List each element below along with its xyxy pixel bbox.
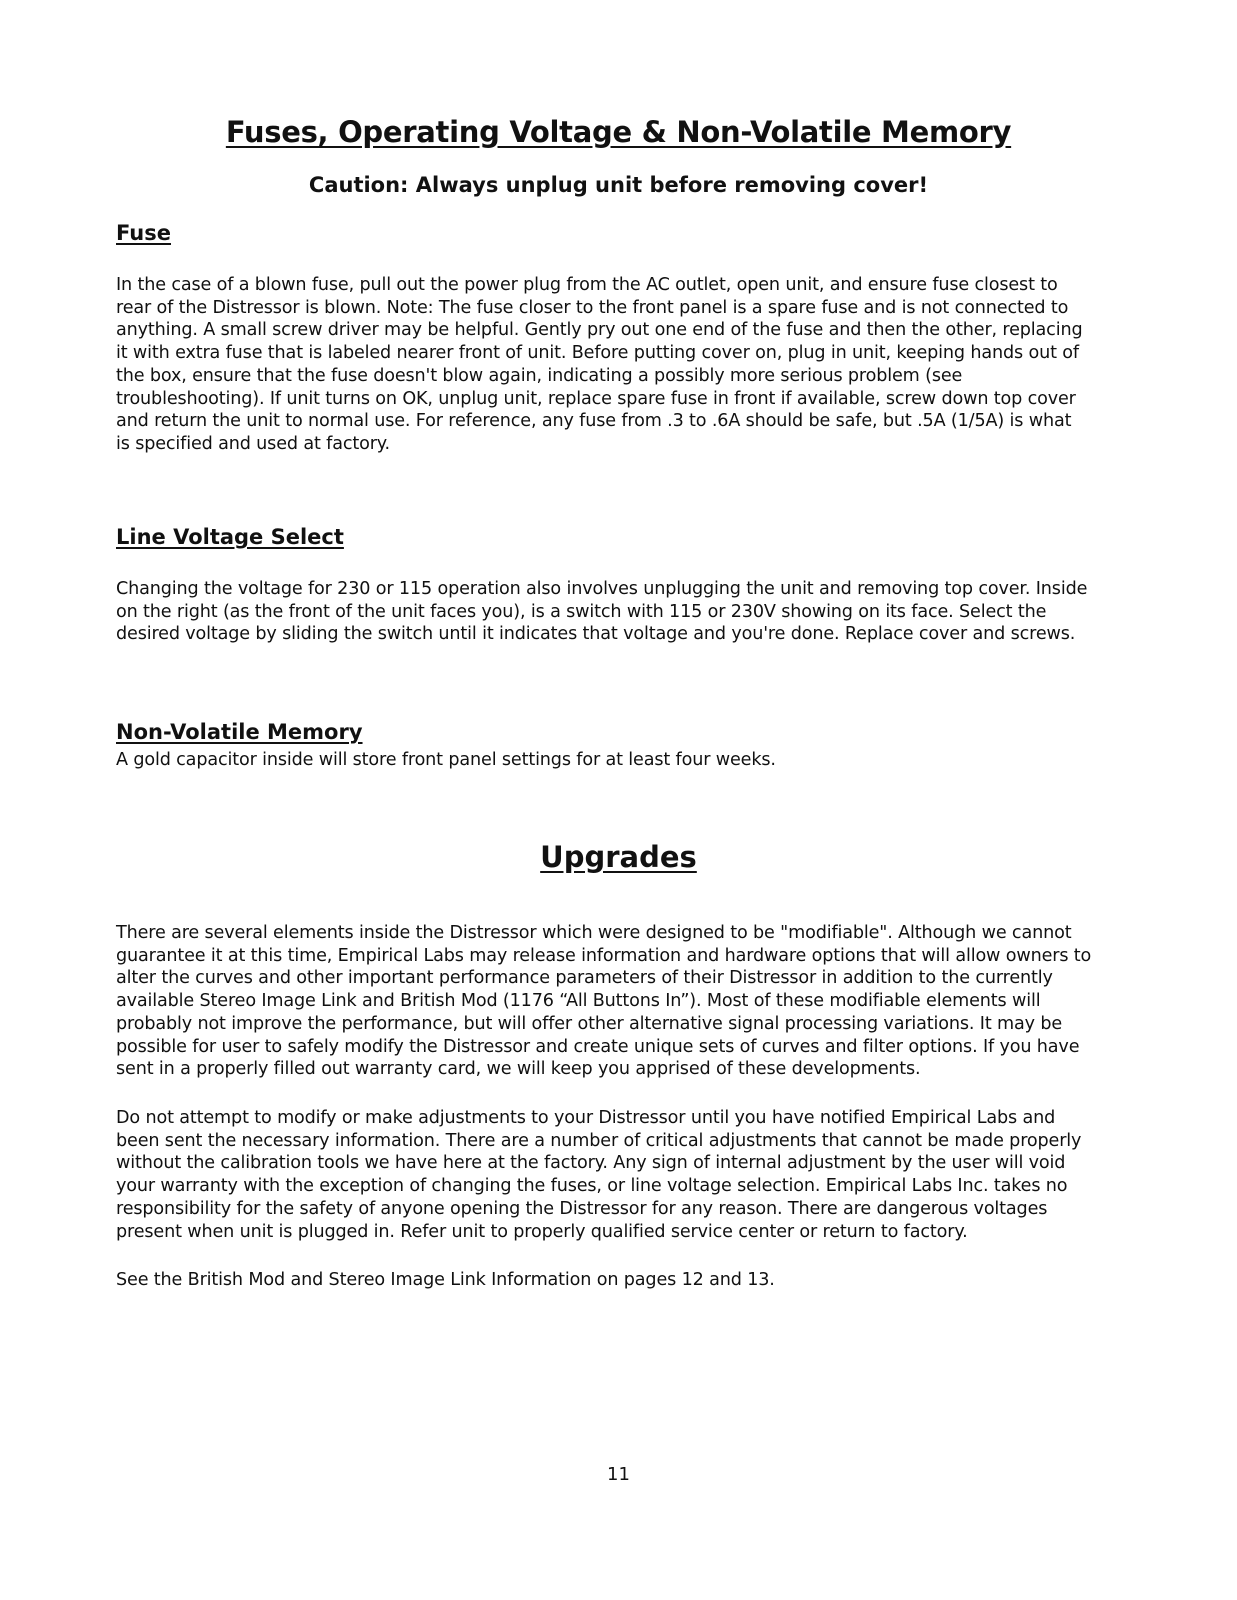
text-line: available Stereo Image Link and British Mod (1176 “All Buttons In”). Most of these modifiable elements will xyxy=(116,991,1041,1012)
text-line: alter the curves and other important performance parameters of their Distressor in addition to the currently xyxy=(116,968,1053,989)
text-line: rear of the Distressor is blown. Note: The fuse closer to the front panel is a spare fuse and is not connected to xyxy=(116,297,1069,318)
text-line: present when unit is plugged in. Refer unit to properly qualified service center or return to factory. xyxy=(116,1221,968,1242)
text-line: Do not attempt to modify or make adjustments to your Distressor until you have notified Empirical Labs and xyxy=(116,1108,1056,1128)
upgrades-paragraph-3 xyxy=(116,1269,1116,1292)
page-title: Fuses, Operating Voltage & Non-Volatile Memory xyxy=(225,115,1012,149)
fuse-paragraph xyxy=(116,274,1116,456)
text-line: is specified and used at factory. xyxy=(116,433,390,454)
text-line: without the calibration tools we have here at the factory. Any sign of internal adjustment by the user will void xyxy=(116,1153,1066,1174)
line-voltage-heading: Line Voltage Select xyxy=(116,525,344,549)
text-line: sent in a properly filled out warranty card, we will keep you apprised of these developments. xyxy=(116,1059,921,1080)
page-number: 11 xyxy=(607,1464,630,1485)
text-line: it with extra fuse that is labeled nearer front of unit. Before putting cover on, plug in unit, keeping hands out of xyxy=(116,343,1079,364)
fuse-heading: Fuse xyxy=(116,221,171,245)
upgrades-paragraph-2 xyxy=(116,1107,1116,1243)
text-line: possible for user to safely modify the Distressor and create unique sets of curves and filter options. If you have xyxy=(116,1036,1080,1057)
memory-paragraph xyxy=(116,749,1116,772)
line-voltage-paragraph xyxy=(116,578,1116,646)
text-line: on the right (as the front of the unit faces you), is a switch with 115 or 230V showing on its face. Select the xyxy=(116,601,1047,622)
text-line: desired voltage by sliding the switch until it indicates that voltage and you're done. Replace cover and screws. xyxy=(116,624,1076,645)
text-line: anything. A small screw driver may be helpful. Gently pry out one end of the fuse and then the other, replacing xyxy=(116,320,1083,341)
text-line: the box, ensure that the fuse doesn't blow again, indicating a possibly more serious problem (see xyxy=(116,365,963,386)
text-line: guarantee it at this time, Empirical Labs may release information and hardware options that will allow owners to xyxy=(116,945,1092,966)
text-line: your warranty with the exception of changing the fuses, or line voltage selection. Empirical Labs Inc. takes no xyxy=(116,1176,1068,1197)
upgrades-paragraph-1 xyxy=(116,922,1116,1081)
upgrades-title: Upgrades xyxy=(540,840,697,874)
text-line: been sent the necessary information. There are a number of critical adjustments that cannot be made properly xyxy=(116,1130,1082,1151)
text-line: responsibility for the safety of anyone opening the Distressor for any reason. There are dangerous voltages xyxy=(116,1198,1048,1219)
caution-notice: Caution: Always unplug unit before removing cover! xyxy=(308,173,929,197)
text-line: and return the unit to normal use. For reference, any fuse from .3 to .6A should be safe, but .5A (1/5A) is what xyxy=(116,411,1072,432)
text-line: probably not improve the performance, but will offer other alternative signal processing variations. It may be xyxy=(116,1013,1063,1034)
text-line: Changing the voltage for 230 or 115 operation also involves unplugging the unit and removing top cover. Inside xyxy=(116,579,1088,599)
text-line: A gold capacitor inside will store front panel settings for at least four weeks. xyxy=(116,750,776,770)
text-line: troubleshooting). If unit turns on OK, unplug unit, replace spare fuse in front if available, screw down top cover xyxy=(116,388,1076,409)
text-line: In the case of a blown fuse, pull out the power plug from the AC outlet, open unit, and ensure fuse closest to xyxy=(116,275,1058,295)
text-line: See the British Mod and Stereo Image Link Information on pages 12 and 13. xyxy=(116,1270,775,1290)
memory-heading: Non-Volatile Memory xyxy=(116,720,363,744)
text-line: There are several elements inside the Distressor which were designed to be "modifiable". Although we cannot xyxy=(116,923,1072,943)
